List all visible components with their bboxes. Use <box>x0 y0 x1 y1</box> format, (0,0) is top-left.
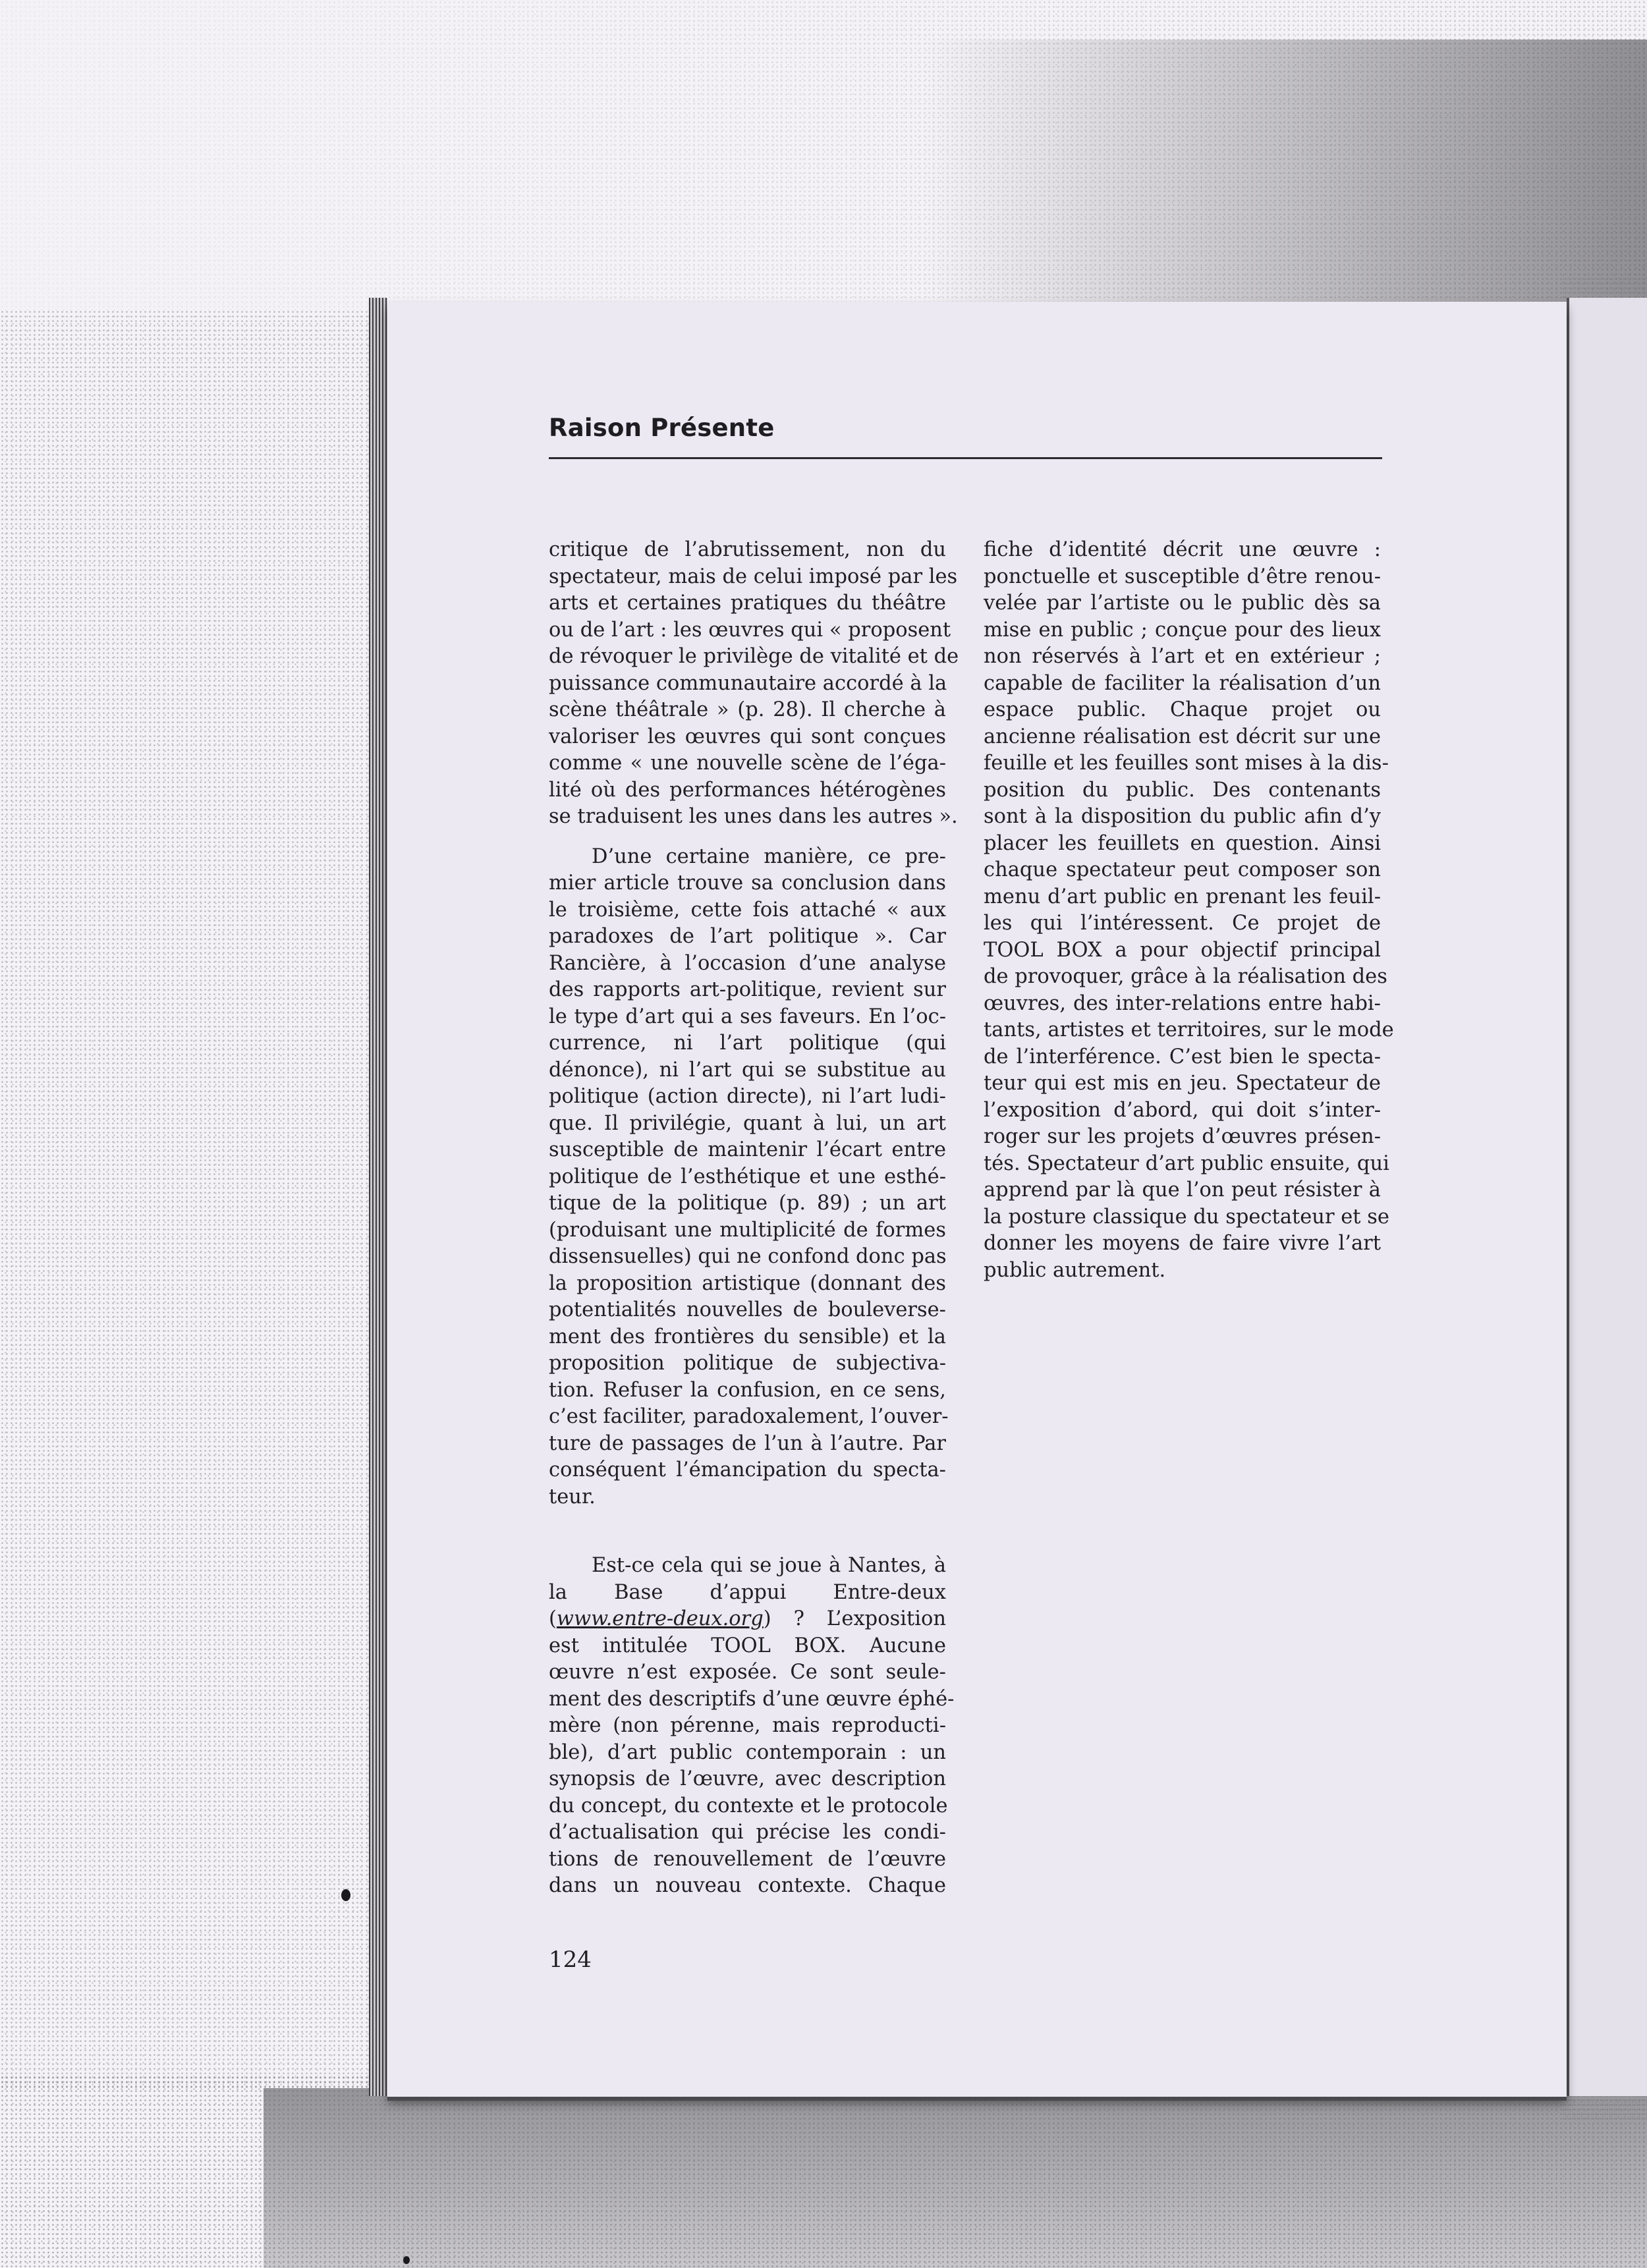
text-line: Rancière, à l’occasion d’une analyse <box>549 951 946 975</box>
text-line: que. Il privilégie, quant à lui, un art <box>549 1111 946 1135</box>
website-link[interactable]: www.entre-deux.org <box>556 1607 764 1630</box>
text-line: la Base d’appui Entre-deux <box>549 1580 946 1604</box>
text-line: proposition politique de subjectiva- <box>549 1352 946 1375</box>
page-stack-edge <box>369 298 387 2096</box>
text-line: conséquent l’émancipation du specta- <box>549 1458 946 1481</box>
scan-noise-bottom <box>0 2075 1647 2268</box>
text-line: c’est faciliter, paradoxalement, l’ouver- <box>549 1405 949 1428</box>
text-line: tants, artistes et territoires, sur le mode <box>984 1018 1394 1041</box>
text-line: feuille et les feuilles sont mises à la dis- <box>984 752 1389 775</box>
text-line: tion. Refuser la confusion, en ce sens, <box>549 1378 946 1402</box>
text-line: ment des descriptifs d’une œuvre éphé- <box>549 1687 955 1711</box>
text-line: mère (non pérenne, mais reproducti- <box>549 1714 946 1737</box>
text-line: le troisième, cette fois attaché « aux <box>549 898 946 922</box>
text-line: du concept, du contexte et le protocole <box>549 1794 948 1817</box>
text-line: se traduisent les unes dans les autres ». <box>549 805 958 828</box>
text-line: valoriser les œuvres qui sont conçues <box>549 725 946 748</box>
scan-noise-top <box>0 0 1647 310</box>
text-line: fiche d’identité décrit une œuvre : <box>984 538 1381 561</box>
paragraph-2 <box>549 844 949 1511</box>
text-line: des rapports art-politique, revient sur <box>549 978 946 1001</box>
text-line: tique de la politique (p. 89) ; un art <box>549 1192 946 1215</box>
text-line: de révoquer le privilège de vitalité et de <box>549 645 959 668</box>
text-line: placer les feuillets en question. Ainsi <box>984 831 1381 855</box>
text-line: paradoxes de l’art politique ». Car <box>549 925 946 948</box>
text-line: puissance communautaire accordé à la <box>549 671 947 695</box>
text-line: politique de l’esthétique et une esthé- <box>549 1165 946 1188</box>
text-line: ture de passages de l’un à l’autre. Par <box>549 1431 946 1455</box>
text-line: l’exposition d’abord, qui doit s’inter- <box>984 1098 1381 1122</box>
text-line: œuvres, des inter-relations entre habi- <box>984 991 1381 1015</box>
text-line: D’une certaine manière, ce pre- <box>592 844 946 868</box>
text-line: donner les moyens de faire vivre l’art <box>984 1232 1381 1255</box>
page-number: 124 <box>549 1947 592 1973</box>
text-line: chaque spectateur peut composer son <box>984 858 1381 881</box>
facing-page-edge <box>1567 298 1647 2096</box>
text-line: menu d’art public en prenant les feuil- <box>984 885 1381 908</box>
scan-noise-left <box>0 310 376 2088</box>
text-line: politique (action directe), ni l’art ludi- <box>549 1085 946 1108</box>
text-line: position du public. Des contenants <box>984 778 1381 802</box>
text-line: currence, ni l’art politique (qui <box>549 1032 946 1055</box>
scan-speck <box>403 2256 410 2264</box>
text-line: œuvre n’est exposée. Ce sont seule- <box>549 1661 946 1684</box>
text-line: mier article trouve sa conclusion dans <box>549 871 946 895</box>
text-line: le type d’art qui a ses faveurs. En l’oc- <box>549 1005 946 1028</box>
text-line: capable de faciliter la réalisation d’un <box>984 671 1381 695</box>
text-line: susceptible de maintenir l’écart entre <box>549 1138 946 1161</box>
text-line: sont à la disposition du public afin d’y <box>984 805 1381 828</box>
text-line: tés. Spectateur d’art public ensuite, qui <box>984 1151 1389 1175</box>
text-line: arts et certaines pratiques du théâtre <box>549 592 946 615</box>
text-line: ou de l’art : les œuvres qui « proposent <box>549 618 951 642</box>
text-line: dans un nouveau contexte. Chaque <box>549 1874 946 1897</box>
text-line: de provoquer, grâce à la réalisation des <box>984 965 1387 988</box>
text-line: teur qui est mis en jeu. Spectateur de <box>984 1072 1381 1095</box>
text-line: les qui l’intéressent. Ce projet de <box>984 912 1381 935</box>
right-column <box>984 537 1394 1284</box>
text-line: est intitulée TOOL BOX. Aucune <box>549 1634 946 1657</box>
text-line: tions de renouvellement de l’œuvre <box>549 1847 946 1871</box>
scan-speck <box>341 1889 350 1901</box>
header-rule <box>549 457 1382 459</box>
text-line: apprend par là que l’on peut résister à <box>984 1178 1381 1202</box>
paragraph-1 <box>549 537 959 831</box>
text-line: dénonce), ni l’art qui se substitue au <box>549 1058 946 1082</box>
text-line: scène théâtrale » (p. 28). Il cherche à <box>549 698 946 721</box>
text-line: teur. <box>549 1485 596 1508</box>
text-line: spectateur, mais de celui imposé par les <box>549 565 958 588</box>
text-line: roger sur les projets d’œuvres présen- <box>984 1125 1381 1148</box>
scan-shadow-bottom <box>264 2088 1647 2268</box>
text-line: (produisant une multiplicité de formes <box>549 1218 946 1242</box>
text-line: potentialités nouvelles de bouleverse- <box>549 1298 946 1321</box>
text-line: velée par l’artiste ou le public dès sa <box>984 592 1381 615</box>
text-line: ble), d’art public contemporain : un <box>549 1740 946 1764</box>
text-line: d’actualisation qui précise les condi- <box>549 1821 946 1844</box>
text-line: public autrement. <box>984 1258 1166 1282</box>
text-line: ancienne réalisation est décrit sur une <box>984 725 1381 748</box>
running-head: Raison Présente <box>549 414 775 442</box>
text-line: ment des frontières du sensible) et la <box>549 1325 946 1348</box>
text-line: mise en public ; conçue pour des lieux <box>984 618 1381 642</box>
text-line: de l’interférence. C’est bien le specta- <box>984 1045 1381 1068</box>
text-line: lité où des performances hétérogènes <box>549 778 946 802</box>
text-line: dissensuelles) qui ne confond donc pas <box>549 1245 947 1268</box>
text-line: synopsis de l’œuvre, avec description <box>549 1767 946 1790</box>
text-line: critique de l’abrutissement, non du <box>549 538 946 561</box>
text-line: la proposition artistique (donnant des <box>549 1271 946 1295</box>
text-line: comme « une nouvelle scène de l’éga- <box>549 752 946 775</box>
text-line: TOOL BOX a pour objectif principal <box>984 938 1381 962</box>
scan-shadow-top <box>922 40 1647 303</box>
text-line: Est-ce cela qui se joue à Nantes, à <box>592 1554 946 1577</box>
text-line: espace public. Chaque projet ou <box>984 698 1381 721</box>
paragraph-3 <box>549 1553 955 1900</box>
text-line: non réservés à l’art et en extérieur ; <box>984 645 1381 668</box>
text-line: (www.entre-deux.org) ? L’exposition <box>549 1607 946 1630</box>
text-line: ponctuelle et susceptible d’être renou- <box>984 565 1381 588</box>
left-column <box>549 537 959 1900</box>
text-line: la posture classique du spectateur et se <box>984 1205 1389 1229</box>
